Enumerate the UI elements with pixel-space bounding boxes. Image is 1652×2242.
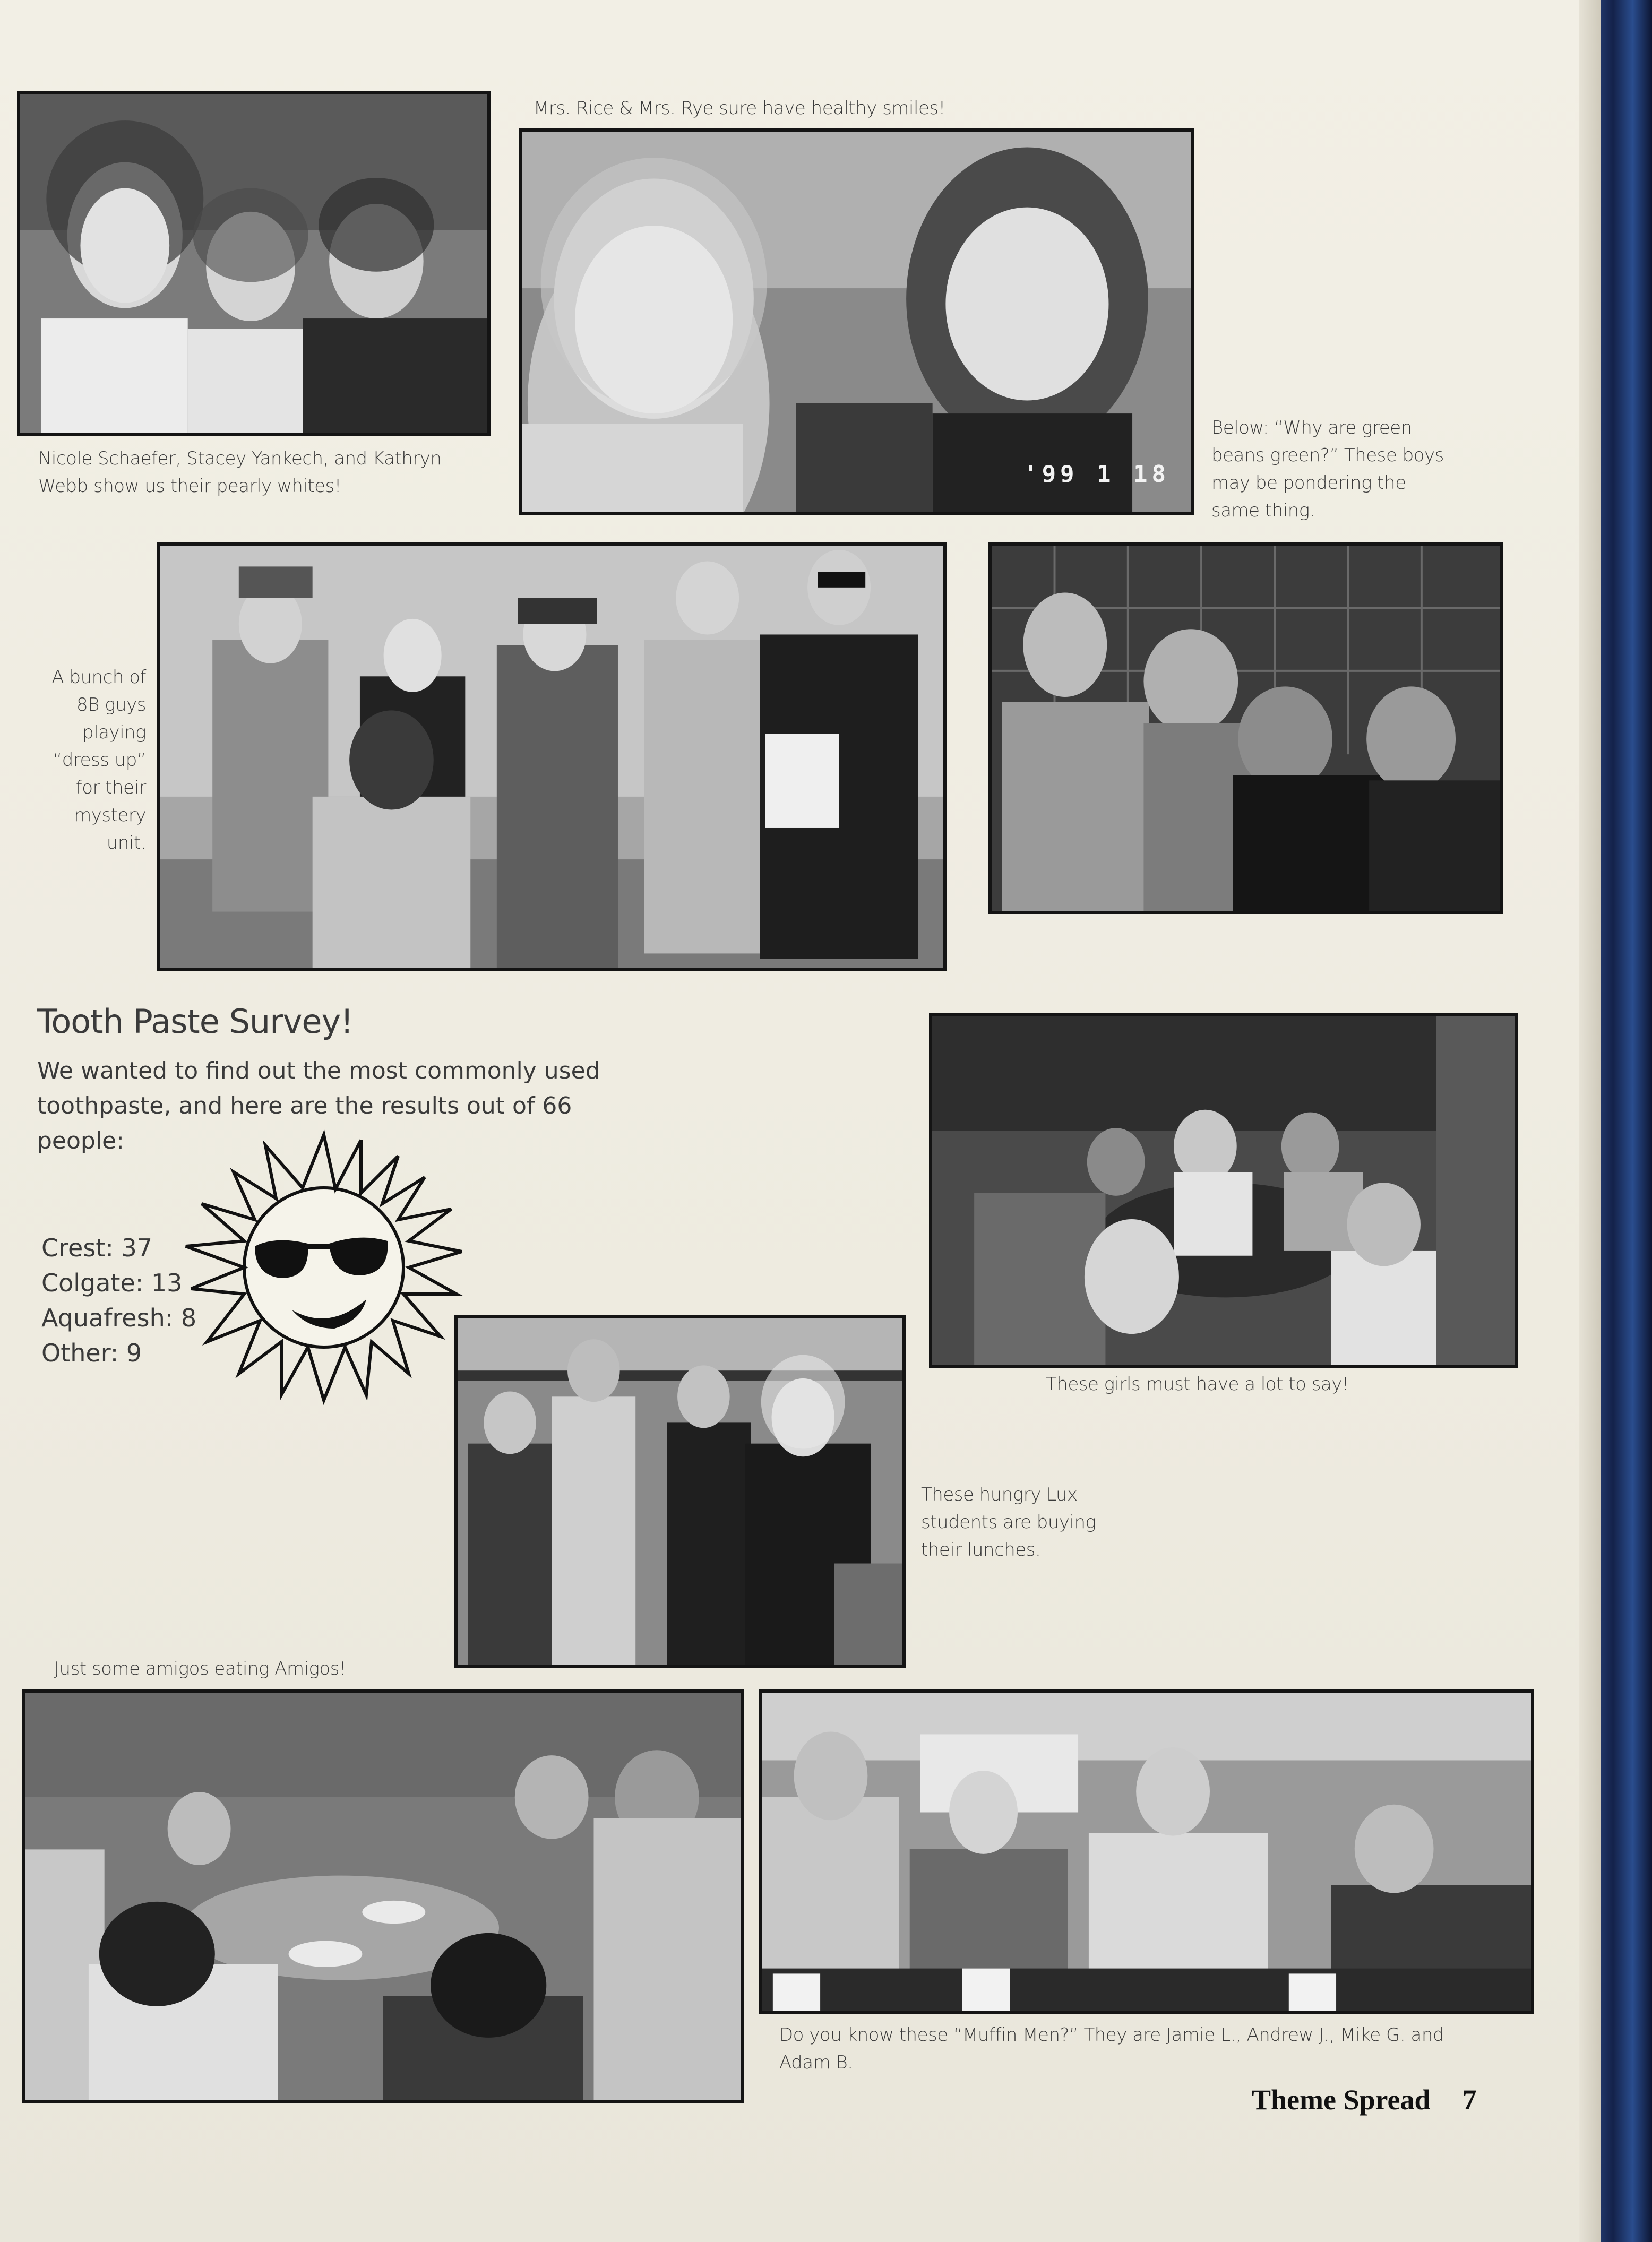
photo-three-girls [17, 91, 491, 436]
section-name: Theme Spread [1252, 2084, 1431, 2116]
caption-8b-guys: A bunch of 8B guys playing “dress up” for their mystery unit. [51, 667, 146, 853]
caption-three-girls: Nicole Schaefer, Stacey Yankech, and Kathryn Webb show us their pearly whites! [38, 448, 442, 497]
caption-green-beans: Below: “Why are green beans green?” These boys may be pondering the same thing. [1211, 417, 1444, 521]
caption-teachers: Mrs. Rice & Mrs. Rye sure have healthy smiles! [534, 98, 945, 119]
page-edge [1579, 0, 1601, 2242]
photo-lunch-line [454, 1315, 906, 1668]
result-crest: Crest: 37 [41, 1234, 152, 1262]
result-colgate: Colgate: 13 [41, 1269, 183, 1297]
caption-muffin-men: Do you know these “Muffin Men?” They are Jamie L., Andrew J., Mike G. and Adam B. [779, 2024, 1444, 2073]
caption-girls-table: These girls must have a lot to say! [1046, 1374, 1349, 1395]
caption-lunch-line: These hungry Lux students are buying their lunches. [921, 1484, 1096, 1560]
result-aquafresh: Aquafresh: 8 [41, 1304, 197, 1332]
photo-muffin-men [759, 1689, 1534, 2014]
photo-8b-guys [157, 542, 947, 971]
page-number: 7 [1462, 2084, 1477, 2116]
caption-amigos: Just some amigos eating Amigos! [54, 1658, 347, 1679]
photo-amigos [22, 1689, 744, 2103]
survey-intro: We wanted to find out the most commonly used toothpaste, and here are the results out of 66 people: [37, 1057, 600, 1154]
survey-title: Tooth Paste Survey! [37, 1002, 354, 1041]
photo-date-stamp: '99 1 18 [1023, 461, 1170, 488]
photo-teachers [519, 128, 1194, 515]
result-other: Other: 9 [41, 1339, 142, 1367]
photo-boys-pondering [988, 542, 1503, 914]
photo-girls-table [929, 1013, 1518, 1368]
sun-sunglasses-icon [175, 1119, 472, 1416]
survey-results [41, 1230, 196, 1370]
page-footer [1252, 2083, 1477, 2116]
